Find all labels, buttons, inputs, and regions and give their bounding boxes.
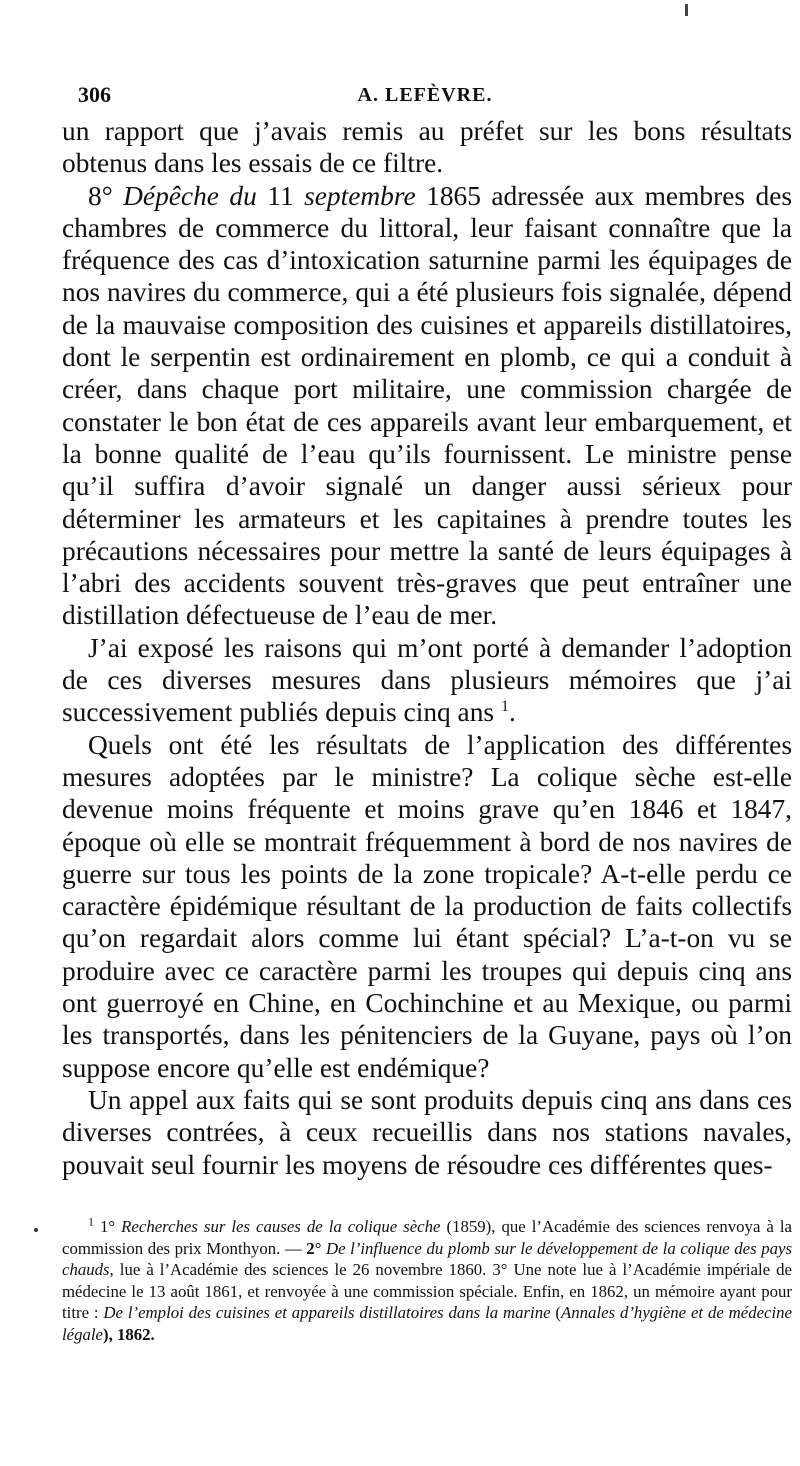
footnote-item-3-number: 3° — [492, 1260, 514, 1279]
footnote — [62, 1216, 792, 1345]
paragraph-4 — [62, 729, 792, 1084]
stray-mark — [34, 1228, 38, 1232]
paragraph-3-end: . — [508, 697, 516, 728]
body-text — [62, 115, 792, 1181]
item-number: 8° — [88, 180, 124, 211]
footnote-reference[interactable]: 1 — [500, 698, 509, 716]
page-number: 306 — [78, 82, 111, 107]
depeche-label: Dépêche du — [123, 180, 257, 211]
paragraph-2 — [62, 180, 792, 632]
date-day: 11 — [256, 180, 305, 211]
paragraph-3 — [62, 632, 792, 729]
paragraph-4-text: Quels ont été les résultats de l’application des différentes mesures adoptées par le ministre? La colique sèche est-elle devenue moins fréquente et moins grave qu’en 1846 et 1847, époque où elle se montrait fréquemment à bord de nos navires de guerre sur tous les points de la zone tropicale? A-t-elle perdu ce caractère épidémique résultant de la production de faits collectifs qu’on regardait alors comme lui étant spécial? L’a-t-on vu se produire avec ce caractère parmi les troupes qui depuis cinq ans ont guerroyé en Chine, en Cochinchine et au Mexique, ou parmi les transportés, dans les pénitenciers de la Guyane, pays où l’on suppose encore qu’elle est endémique? — [62, 729, 792, 1083]
footnote-title-1: Recherches sur les causes de la colique sèche — [121, 1217, 441, 1236]
date-month: septembre — [304, 180, 416, 211]
footnote-text-1: (1859), que l’Académie des sciences renvoya à la commission des prix Monthyon. — — [62, 1217, 793, 1258]
paragraph-5 — [62, 1084, 792, 1181]
page-header — [78, 80, 772, 110]
paragraph-1 — [62, 115, 792, 180]
footnote-title-2: De l’influence du plomb sur le développement de la colique des pays chauds, — [62, 1238, 792, 1279]
footnote-journal: Annales d’hygiène et de médecine légale — [62, 1303, 793, 1344]
footnote-title-4: De l’emploi des cuisines et appareils distillatoires dans la marine — [103, 1303, 551, 1322]
paragraph-2-text: 1865 adressée aux membres des chambres de commerce du littoral, leur faisant connaître que la fréquence des cas d’intoxication saturnine parmi les équipages de nos navires du commerce, qui a été plusieurs fois signalée, dépend de la mauvaise composition des cuisines et appareils distillatoires, dont le serpentin est ordinairement en plomb, ce qui a conduit à créer, dans chaque port militaire, une commission chargée de constater le bon état de ces appareils avant leur embarquement, et la bonne qualité de l’eau qu’ils fournissent. Le ministre pense qu’il suffira d’avoir signalé un danger aussi sérieux pour déterminer les armateurs et les capitaines à prendre toutes les précautions nécessaires pour mettre la santé de leurs équipages à l’abri des accidents souvent très-graves que peut entraîner une distillation défectueuse de l’eau de mer. — [62, 180, 793, 631]
footnote-marker: 1 — [88, 1214, 94, 1229]
footnote-paren-open: ( — [550, 1303, 562, 1322]
footnote-text-2: lue à l’Académie des sciences le 26 novembre 1860. — [113, 1260, 493, 1279]
footnote-item-2-number: 2° — [306, 1238, 326, 1258]
footnote-text-3: Une note lue à l’Académie impériale de médecine le 13 août 1861, et renvoyée à une commission spéciale. Enfin, en 1862, un mémoire ayant pour titre : — [62, 1260, 792, 1322]
paragraph-1-text: un rapport que j’avais remis au préfet sur les bons résultats obtenus dans les essais de ce filtre. — [62, 116, 792, 179]
page-mark — [685, 4, 688, 16]
footnote-text — [62, 1216, 792, 1345]
paragraph-3-text: J’ai exposé les raisons qui m’ont porté à demander l’adoption de ces diverses mesures dans plusieurs mémoires que j’ai successivement publiés depuis cinq ans — [62, 632, 792, 728]
running-head: A. LEFÈVRE. — [357, 84, 493, 106]
footnote-item-1-number: 1° — [100, 1217, 122, 1236]
footnote-paren-close: ), 1862. — [103, 1324, 155, 1344]
paragraph-5-text: Un appel aux faits qui se sont produits depuis cinq ans dans ces diverses contrées, à ceux recueillis dans nos stations navales, pouvait seul fournir les moyens de résoudre ces différentes ques- — [62, 1084, 792, 1180]
